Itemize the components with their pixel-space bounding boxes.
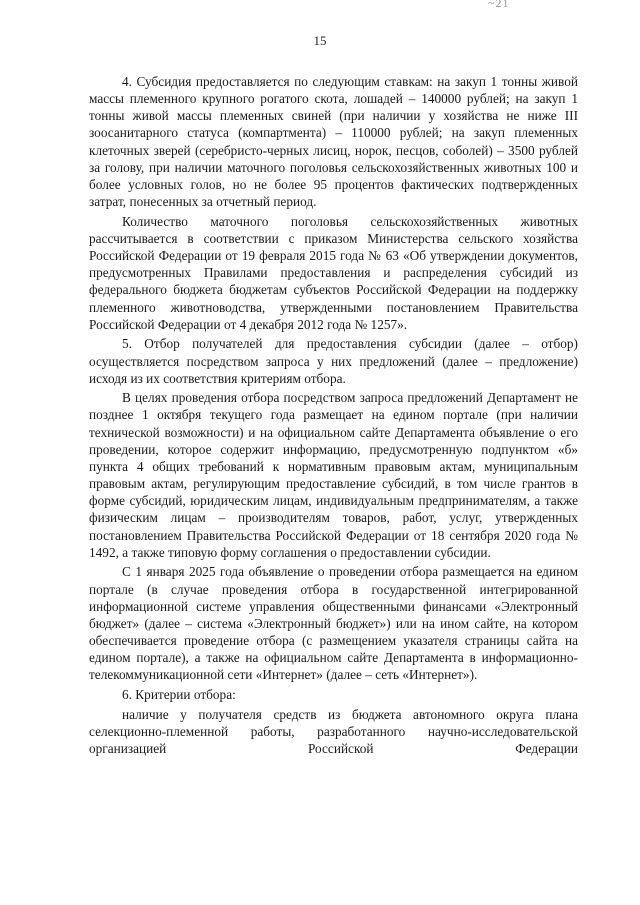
paragraph-selection-criterion: наличие у получателя средств из бюджета автономного округа плана селекционно-племенной работы, разработанного научно-исследовательской организацией Российской Федерации: [89, 706, 578, 756]
paragraph-portal-publication: С 1 января 2025 года объявление о проведении отбора размещается на едином портале (в случае проведения отбора в государственной интегрированной информационной системе управления общественными финансами «Электронный бюджет» (далее – система «Электронный бюджет») или на ином сайте, на котором обеспечивается проведение отбора (с размещением указателя страницы сайта на едином портале), а также на официальном сайте Департамента в информационно-телекоммуникационной сети «Интернет» (далее – сеть «Интернет»).: [89, 564, 578, 683]
page-number: 15: [313, 33, 327, 48]
paragraph-selection-procedure: 5. Отбор получателей для предоставления субсидии (далее – отбор) осуществляется посредством запроса у них предложений (далее – предложение) исходя из их соответствия критериям отбора.: [89, 336, 578, 386]
document-body: [89, 73, 578, 760]
corner-page-mark: ~21: [488, 0, 510, 10]
paragraph-selection-criteria-heading: 6. Критерии отбора:: [122, 686, 236, 702]
paragraph-subsidy-rates: 4. Субсидия предоставляется по следующим ставкам: на закуп 1 тонны живой массы племенного крупного рогатого скота, лошадей – 140000 рублей; на закуп 1 тонны живой массы племенных свиней (при наличии у хозяйства не ниже III зоосанитарного статуса (компартмента) – 110000 рублей; на закуп племенных клеточных зверей (серебристо-черных лисиц, норок, песцов, соболей) – 3500 рублей за голову, при наличии маточного поголовья сельскохозяйственных животных 100 и более условных голов, но не более 95 процентов фактических подтвержденных затрат, понесенных за отчетный период.: [89, 74, 578, 210]
paragraph-livestock-count: Количество маточного поголовья сельскохозяйственных животных рассчитывается в соответствии с приказом Министерства сельского хозяйства Российской Федерации от 19 февраля 2015 года № 63 «Об утверждении документов, предусмотренных Правилами предоставления и распределения субсидий из федерального бюджета бюджетам субъектов Российской Федерации на поддержку племенного животноводства, утвержденными постановлением Правительства Российской Федерации от 4 декабря 2012 года № 1257».: [89, 213, 578, 332]
paragraph-selection-announcement: В целях проведения отбора посредством запроса предложений Департамент не позднее 1 октября текущего года размещает на едином портале (при наличии технической возможности) и на официальном сайте Департамента объявление о его проведении, которое содержит информацию, предусмотренную подпунктом «б» пункта 4 общих требований к нормативным правовым актам, муниципальным правовым актам, регулирующим предоставление субсидий, в том числе грантов в форме субсидий, юридическим лицам, индивидуальным предпринимателям, а также физическим лицам – производителям товаров, работ, услуг, утвержденных постановлением Правительства Российской Федерации от 18 сентября 2020 года № 1492, а также типовую форму соглашения о предоставлении субсидии.: [89, 390, 578, 560]
